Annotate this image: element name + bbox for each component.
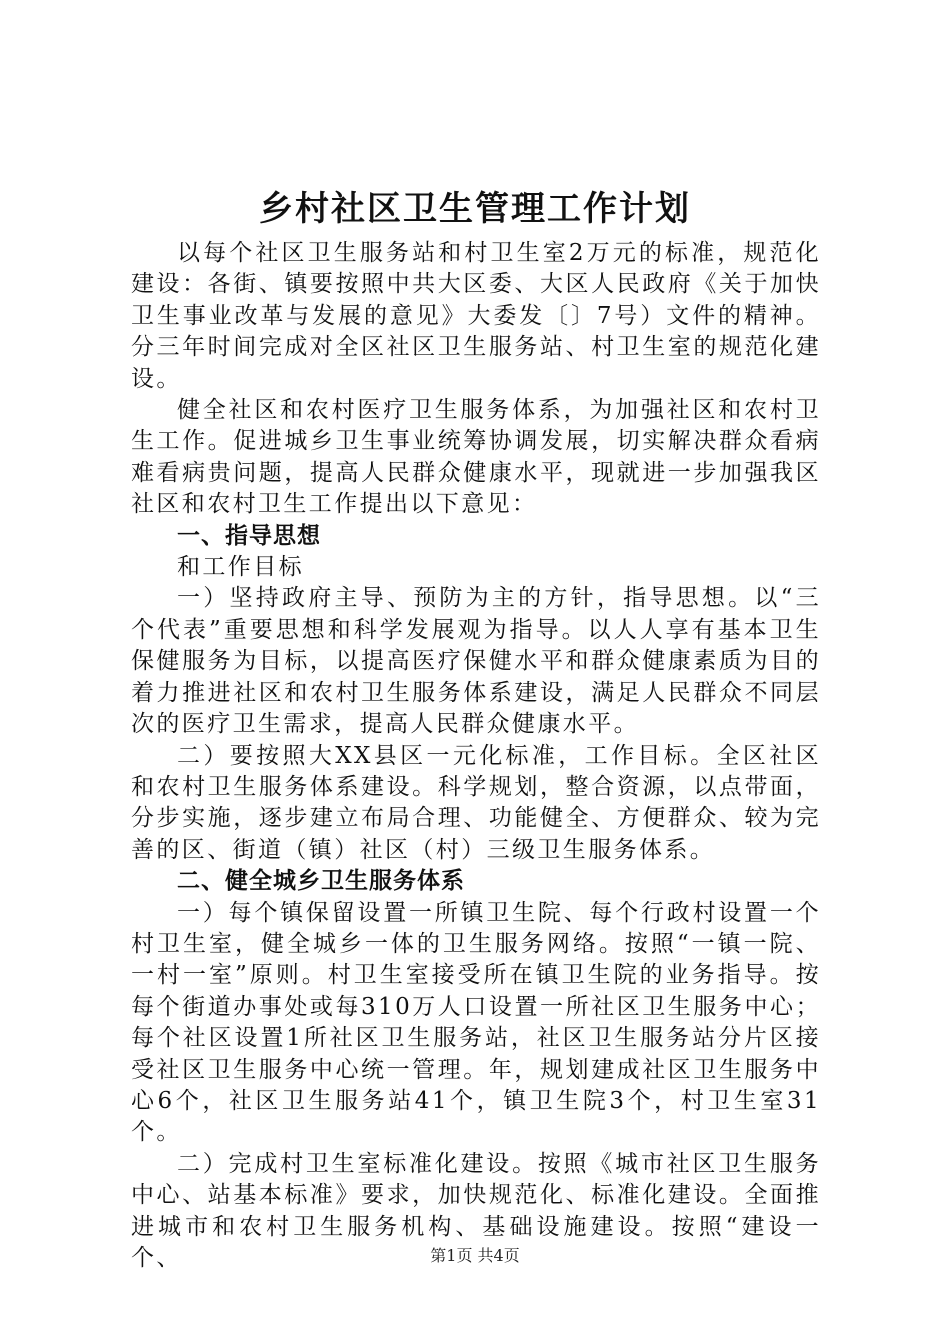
document-title: 乡村社区卫生管理工作计划 [259,189,691,229]
paragraph-overview: 健全社区和农村医疗卫生服务体系，为加强社区和农村卫生工作。促进城乡卫生事业统筹协调发展，切实解决群众看病难看病贵问题，提高人民群众健康水平，现就进一步加强我区社区和农村卫生工作提出以下意见： [131,397,821,518]
section-heading-guiding-ideology: 一、指导思想 [177,522,321,549]
paragraph-service-network: 一）每个镇保留设置一所镇卫生院、每个行政村设置一个村卫生室，健全城乡一体的卫生服务网络。按照“一镇一院、一村一室”原则。村卫生室接受所在镇卫生院的业务指导。按每个街道办事处或每310万人口设置一所社区卫生服务中心；每个社区设置1所社区卫生服务站，社区卫生服务站分片区接受社区卫生服务中心统一管理。年，规划建成社区卫生服务中心6个，社区卫生服务站41个，镇卫生院3个，村卫生室31个。 [131,899,821,1146]
page-number-footer: 第1页 共4页 [430,1246,520,1265]
paragraph-guiding-ideology: 一）坚持政府主导、预防为主的方针，指导思想。以“三个代表”重要思想和科学发展观为指导。以人人享有基本卫生保健服务为目标，以提高医疗保健水平和群众健康素质为目的着力推进社区和农村卫生服务体系建设，满足人民群众不同层次的医疗卫生需求，提高人民群众健康水平。 [131,585,821,738]
document-body [131,238,821,1274]
paragraph-standardization: 二）完成村卫生室标准化建设。按照《城市社区卫生服务中心、站基本标准》要求，加快规范化、标准化建设。全面推进城市和农村卫生服务机构、基础设施建设。按照“建设一个、 [131,1150,821,1271]
section-heading-service-system: 二、健全城乡卫生服务体系 [177,868,465,895]
paragraph-work-goals-label: 和工作目标 [177,554,304,581]
paragraph-intro: 以每个社区卫生服务站和村卫生室2万元的标准，规范化建设：各街、镇要按照中共大区委、大区人民政府《关于加快卫生事业改革与发展的意见》大委发〔〕7号）文件的精神。分三年时间完成对全区社区卫生服务站、村卫生室的规范化建设。 [131,240,821,392]
paragraph-work-goals: 二）要按照大XX县区一元化标准，工作目标。全区社区和农村卫生服务体系建设。科学规划，整合资源，以点带面，分步实施，逐步建立布局合理、功能健全、方便群众、较为完善的区、街道（镇）社区（村）三级卫生服务体系。 [131,742,821,863]
